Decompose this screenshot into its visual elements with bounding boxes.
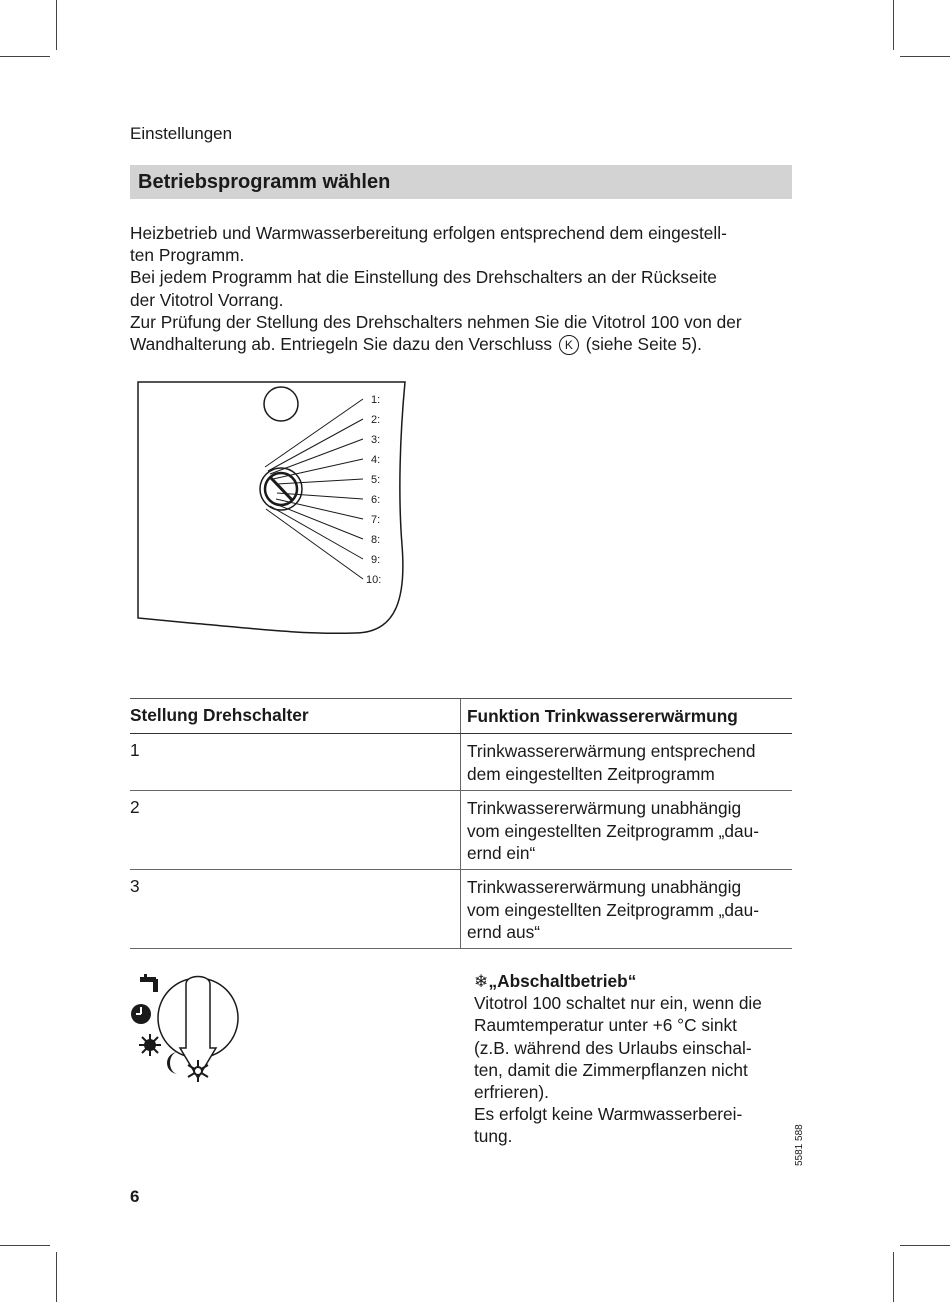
cell-line: Trinkwassererwärmung entsprechend [467,741,756,761]
intro-line: Bei jedem Programm hat die Einstellung des Drehschalters an der Rückseite [130,267,717,288]
note-line: ten, damit die Zimmerpflanzen nicht [474,1059,748,1080]
crop-mark [56,1252,57,1302]
table-cell-position: 3 [130,876,140,896]
page-title: Betriebsprogramm wählen [138,171,391,193]
table-cell-position: 2 [130,797,140,817]
crop-mark [900,1245,950,1246]
clock-icon [131,1004,151,1024]
rotary-switch-slot [271,478,292,500]
switch-label: 9: [371,554,381,566]
cell-line: Trinkwassererwärmung unabhängig [467,798,742,818]
crop-mark [0,1245,50,1246]
cell-line: ernd aus“ [467,922,541,942]
note-line: Vitotrol 100 schaltet nur ein, wenn die [474,993,762,1014]
table-row [130,870,792,949]
table-header-row [130,698,792,734]
table-header-cell: Funktion Trinkwassererwärmung [467,706,738,726]
note-line: Es erfolgt keine Warmwasserberei- [474,1104,743,1125]
intro-line: der Vitotrol Vorrang. [130,289,284,310]
table-divider [460,734,461,790]
switch-label: 4: [371,454,381,466]
table-divider [460,870,461,948]
note-title: „Abschaltbetrieb“ [488,971,637,991]
snowflake-icon: ❄ [474,971,489,991]
crop-mark [893,1252,894,1302]
switch-label: 1: [371,394,381,406]
crop-mark [900,56,950,57]
sun-icon [139,1034,161,1056]
intro-line: Zur Prüfung der Stellung des Drehschalters nehmen Sie die Vitotrol 100 von der [130,311,742,332]
intro-paragraph [130,222,800,355]
switch-label: 2: [371,414,381,426]
table-cell-function [467,876,792,944]
cell-line: Trinkwassererwärmung unabhängig [467,877,742,897]
frost-protection-note [474,970,804,1148]
table-divider [460,699,461,733]
note-line: (z.B. während des Urlaubs einschal- [474,1037,752,1058]
table-divider [460,791,461,869]
crop-mark [893,0,894,50]
cell-line: vom eingestellten Zeitprogramm „dau- [467,820,759,841]
lock-marker-k: K [559,335,579,355]
table-cell-position: 1 [130,740,140,760]
table-header-cell: Stellung Drehschalter [130,705,309,725]
section-label: Einstellungen [130,124,233,143]
mode-dial-illustration [128,968,248,1088]
intro-line: Heizbetrieb und Warmwasserbereitung erfolgen entsprechend dem eingestell- [130,223,727,243]
crop-mark [56,0,57,50]
switch-label: 6: [371,494,381,506]
cell-line: dem eingestellten Zeitprogramm [467,763,715,784]
switch-label: 5: [371,474,381,486]
cell-line: ernd ein“ [467,843,536,863]
switch-label: 10: [366,574,382,586]
intro-text: (siehe Seite 5). [585,334,702,355]
intro-line [130,333,800,355]
page-number: 6 [130,1187,140,1206]
intro-text: Wandhalterung ab. Entriegeln Sie dazu den Verschluss [130,334,553,355]
switch-label: 8: [371,534,381,546]
tap-icon [140,974,158,992]
table-row [130,791,792,870]
switch-label: 7: [371,514,381,526]
moon-icon [167,1052,178,1074]
note-heading [474,970,804,992]
cell-line: vom eingestellten Zeitprogramm „dau- [467,899,759,920]
note-line: Raumtemperatur unter +6 °C sinkt [474,1015,737,1036]
crop-mark [0,56,50,57]
switch-label: 3: [371,434,381,446]
title-bar [130,165,792,199]
table-cell-function [467,797,792,865]
table-row [130,734,792,791]
note-line: erfrieren). [474,1082,549,1103]
indicator-circle [264,387,298,421]
function-table [130,698,792,949]
document-number: 5581 588 [794,1124,805,1166]
intro-line: ten Programm. [130,245,245,266]
note-line: tung. [474,1126,513,1147]
rotary-switch-diagram [130,375,410,640]
table-cell-function [467,740,792,785]
